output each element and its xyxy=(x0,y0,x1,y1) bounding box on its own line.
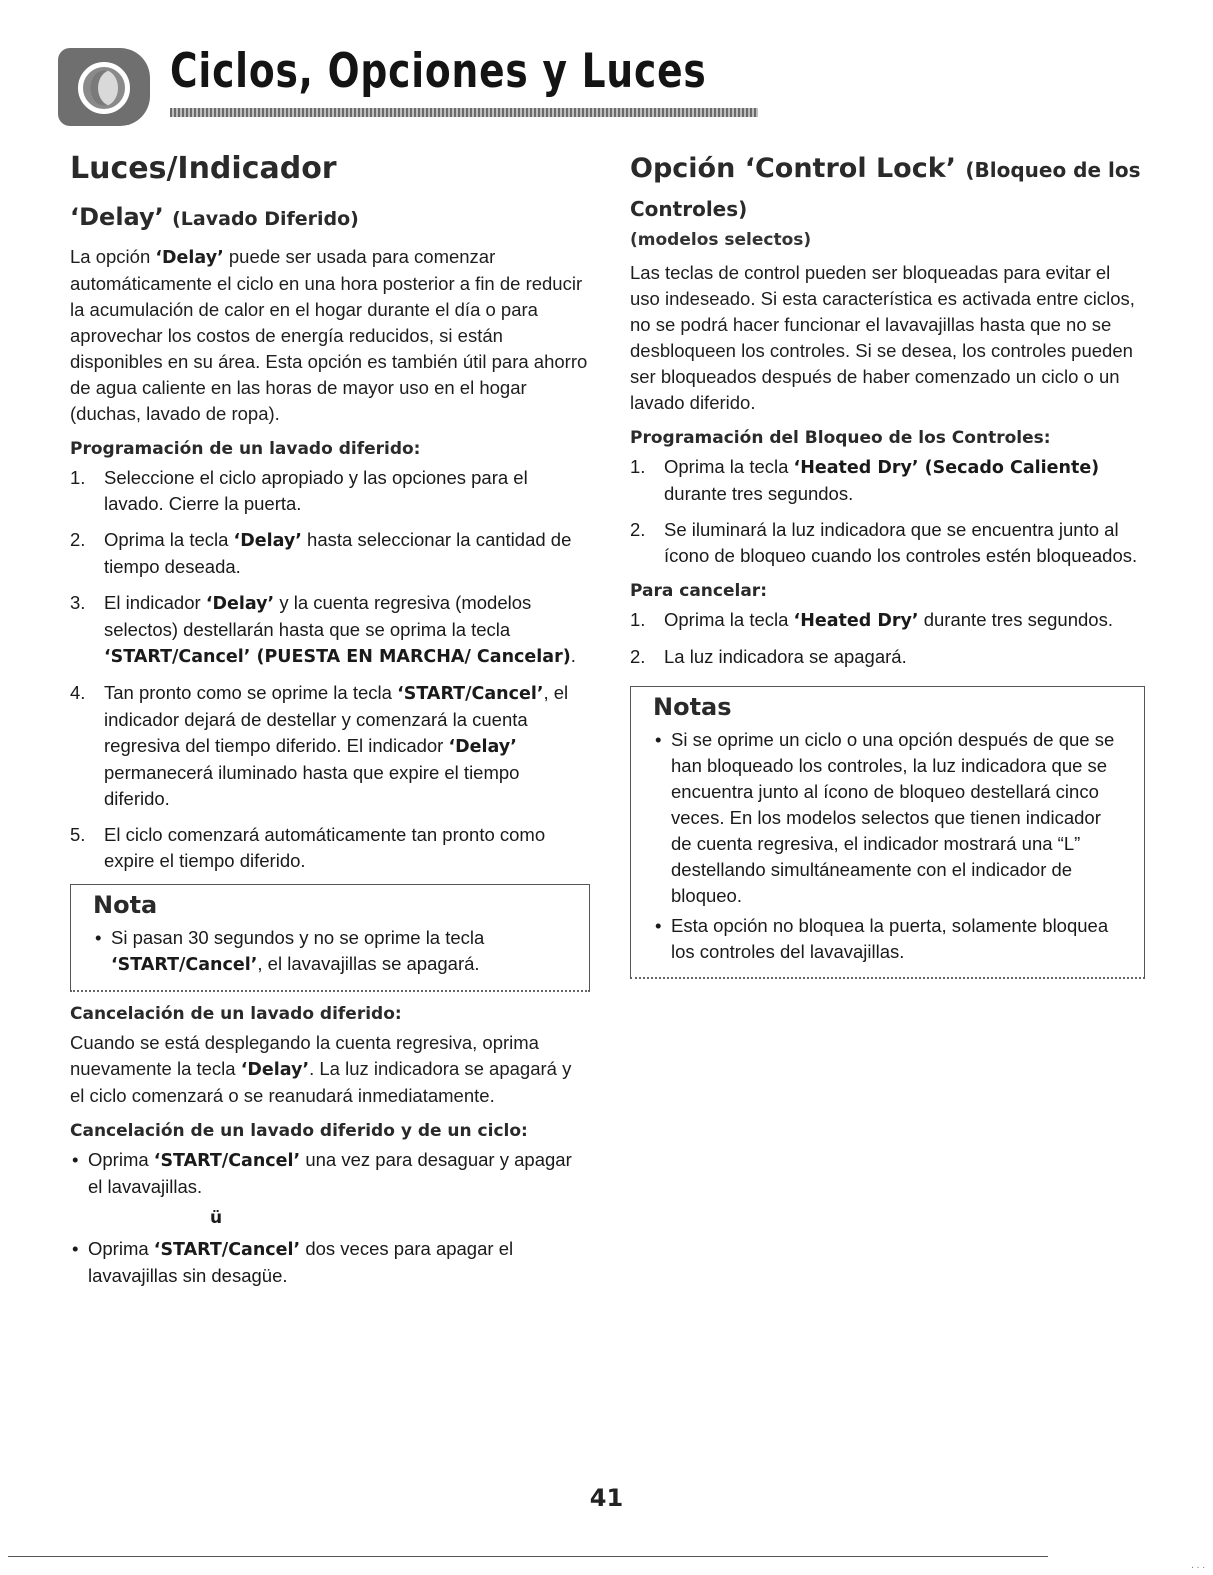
dishwasher-cycle-icon xyxy=(58,48,150,126)
corner-marks: . . . xyxy=(1191,1560,1205,1571)
right-column xyxy=(630,150,1145,979)
list-item: • Si pasan 30 segundos y no se oprime la tecla ‘START/Cancel’, el lavavajillas se apagará. xyxy=(95,927,485,975)
list-item: • Esta opción no bloquea la puerta, solamente bloquea los controles del lavavajillas. xyxy=(655,915,1109,962)
list-item: • Oprima ‘START/Cancel’ una vez para desaguar y apagar el lavavajillas. xyxy=(72,1149,572,1197)
list-item: • Oprima ‘START/Cancel’ dos veces para apagar el lavavajillas sin desagüe. xyxy=(72,1238,514,1286)
bullet-icon: • xyxy=(655,915,662,936)
delay-heading: ‘Delay’ (Lavado Diferido) xyxy=(70,203,359,231)
list-item: 2. Oprima la tecla ‘Delay’ hasta seleccionar la cantidad de tiempo deseada. xyxy=(70,529,572,577)
bullet-icon: • xyxy=(72,1149,79,1170)
lock-steps xyxy=(630,454,1145,569)
cancel-delay-heading: Cancelación de un lavado diferido: xyxy=(70,1004,402,1024)
lock-cancel-heading: Para cancelar: xyxy=(630,581,767,601)
list-item: 1. Oprima la tecla ‘Heated Dry’ durante tres segundos. xyxy=(630,609,1113,631)
page-title: Ciclos, Opciones y Luces xyxy=(170,44,707,99)
bullet-icon: • xyxy=(72,1238,79,1259)
lock-programming-heading: Programación del Bloqueo de los Controles: xyxy=(630,428,1051,448)
list-item: 1. Seleccione el ciclo apropiado y las opciones para el lavado. Cierre la puerta. xyxy=(70,467,528,514)
list-item: 3. El indicador ‘Delay’ y la cuenta regresiva (modelos selectos) destellarán hasta que se oprima la tecla ‘START/Cancel’ (PUESTA EN MARCHA/ Cancelar). xyxy=(70,592,576,667)
page-header xyxy=(58,40,708,130)
note-title: Nota xyxy=(93,891,158,919)
notes-title: Notas xyxy=(653,693,732,721)
title-underline xyxy=(170,108,758,117)
delay-programming-heading: Programación de un lavado diferido: xyxy=(70,439,421,459)
delay-intro: La opción ‘Delay’ puede ser usada para comenzar automáticamente el ciclo en una hora posterior a fin de reducir la acumulación de calor en el hogar durante el día o para aprovechar los costos de energía reducidos, si están disponibles en su área. Esta opción es también útil para ahorro de agua caliente en las horas de mayor uso en el hogar (duchas, lavado de ropa). xyxy=(70,246,588,424)
delay-steps xyxy=(70,465,590,874)
note-box xyxy=(70,884,590,992)
notes-box xyxy=(630,686,1145,979)
list-item: 5. El ciclo comenzará automáticamente tan pronto como expire el tiempo diferido. xyxy=(70,824,546,871)
or-separator: ü xyxy=(210,1208,223,1228)
list-item: 2. La luz indicadora se apagará. xyxy=(630,646,907,667)
models-qualifier: (modelos selectos) xyxy=(630,230,812,250)
list-item: • Si se oprime un ciclo o una opción después de que se han bloqueado los controles, la luz indicadora que se encuentra junto al ícono de bloqueo destellará cinco veces. En los modelos selectos que tienen indicador de cuenta regresiva, el indicador mostrará una “L” destellando simultáneamente con el indicador de bloqueo. xyxy=(655,729,1115,906)
footer-rule xyxy=(8,1556,1048,1557)
cancel-delay-text: Cuando se está desplegando la cuenta regresiva, oprima nuevamente la tecla ‘Delay’. La luz indicadora se apagará y el ciclo comenzará o se reanudará inmediatamente. xyxy=(70,1032,572,1106)
bullet-icon: • xyxy=(655,729,662,750)
left-column xyxy=(70,150,590,1297)
control-lock-intro: Las teclas de control pueden ser bloqueadas para evitar el uso indeseado. Si esta característica es activada entre ciclos, no se podrá hacer funcionar el lavavajillas hasta que no se desbloqueen los controles. Si se desea, los controles pueden ser bloqueados después de haber comenzado un ciclo o un lavado diferido. xyxy=(630,262,1135,413)
control-lock-heading: Opción ‘Control Lock’ (Bloqueo de los Controles) xyxy=(630,153,1141,221)
list-item: 4. Tan pronto como se oprime la tecla ‘START/Cancel’, el indicador dejará de destellar y comenzará la cuenta regresiva del tiempo diferido. El indicador ‘Delay’ permanecerá iluminado hasta que expire el tiempo diferido. xyxy=(70,682,569,809)
lock-cancel-steps xyxy=(630,607,1145,670)
cancel-options xyxy=(70,1147,590,1200)
cancel-delay-cycle-heading: Cancelación de un lavado diferido y de un ciclo: xyxy=(70,1121,528,1141)
list-item: 1. Oprima la tecla ‘Heated Dry’ (Secado Caliente) durante tres segundos. xyxy=(630,456,1100,504)
bullet-icon: • xyxy=(95,927,102,948)
page-number: 41 xyxy=(589,1484,624,1512)
list-item: 2. Se iluminará la luz indicadora que se encuentra junto al ícono de bloqueo cuando los controles estén bloqueados. xyxy=(630,519,1138,566)
section-title-lights: Luces/Indicador xyxy=(70,151,337,186)
